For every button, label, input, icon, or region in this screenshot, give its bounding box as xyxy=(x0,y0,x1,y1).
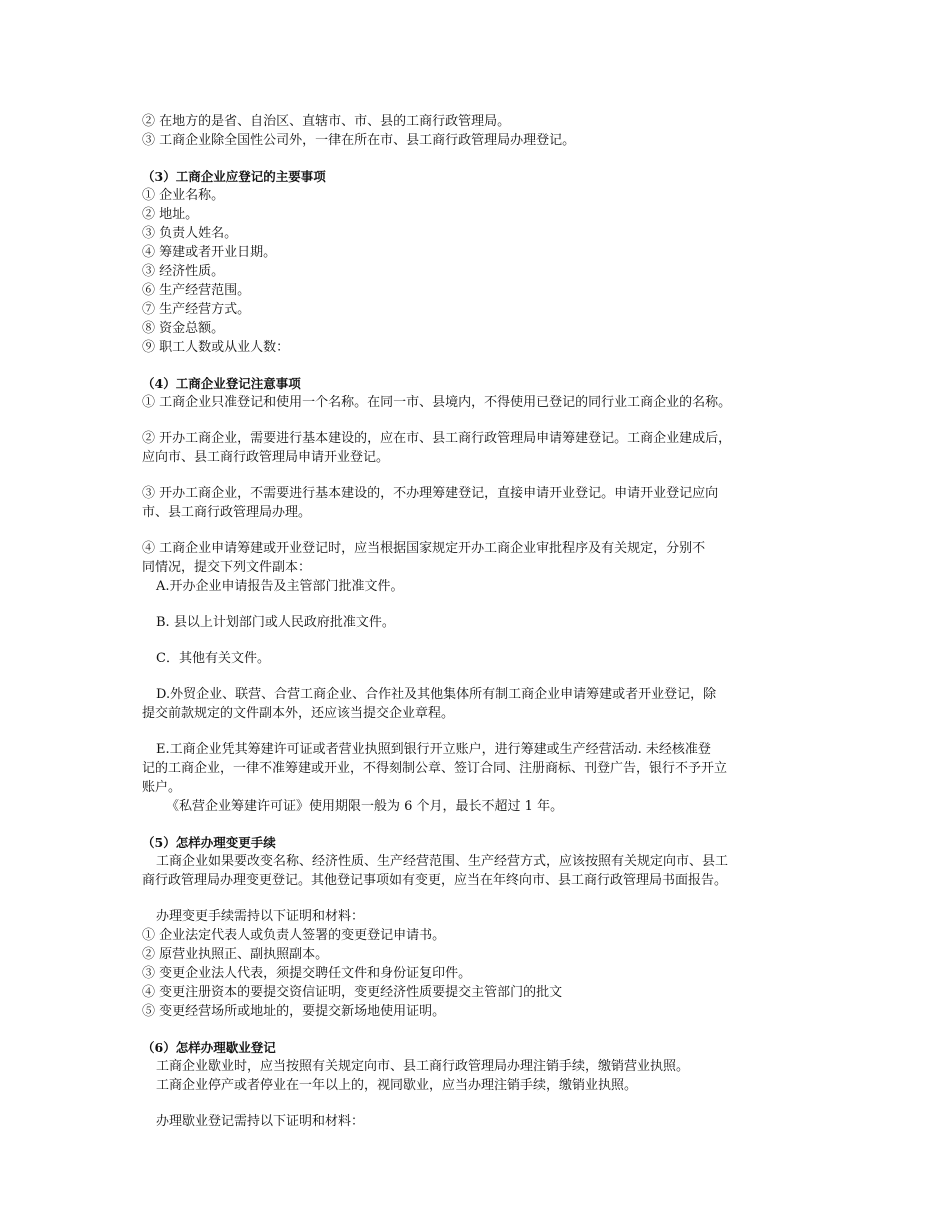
section-4-heading: （4）工商企业登记注意事项 xyxy=(142,376,301,391)
s5-requirements-label: 办理变更手续需持以下证明和材料： xyxy=(156,909,365,924)
s5-paragraph-line-1: 工商企业如果要改变名称、经济性质、生产经营范围、生产经营方式，应该按照有关规定向市、县工 xyxy=(156,854,729,869)
s6-requirements-label: 办理歇业登记需持以下证明和材料： xyxy=(156,1114,365,1129)
s5-item: ② 原营业执照正、副执照副本。 xyxy=(142,947,329,962)
s4-item-e-line-1: E.工商企业凭其筹建许可证或者营业执照到银行开立账户，进行筹建或生产经营活动. 未经核准登 xyxy=(156,742,711,757)
s3-item: ③ 经济性质。 xyxy=(142,264,225,279)
s3-item: ① 企业名称。 xyxy=(142,188,225,203)
s6-paragraph-2: 工商企业停产或者停业在一年以上的，视同歇业，应当办理注销手续，缴销业执照。 xyxy=(156,1078,638,1093)
s4-item-d-line-1: D.外贸企业、联营、合营工商企业、合作社及其他集体所有制工商企业申请筹建或者开业登记，除 xyxy=(156,687,717,702)
s4-paragraph-2-line-2: 应向市、县工商行政管理局申请开业登记。 xyxy=(142,450,390,465)
section-3-heading: （3）工商企业应登记的主要事项 xyxy=(142,169,326,184)
s4-paragraph-3-line-2: 市、县工商行政管理局办理。 xyxy=(142,505,312,520)
s4-item-e-line-3: 账户。 xyxy=(142,780,182,795)
s3-item: ⑨ 职工人数或从业人数： xyxy=(142,340,290,355)
s5-item: ③ 变更企业法人代表，须提交聘任文件和身份证复印件。 xyxy=(142,966,472,981)
s5-paragraph-line-2: 商行政管理局办理变更登记。其他登记事项如有变更，应当在年终向市、县工商行政管理局书面报告。 xyxy=(142,873,728,888)
s4-item-c: C．其他有关文件。 xyxy=(156,651,270,666)
s4-paragraph-1: ① 工商企业只准登记和使用一个名称。在同一市、县境内，不得使用已登记的同行业工商企业的名称。 xyxy=(142,395,732,410)
s5-item: ④ 变更注册资本的要提交资信证明，变更经济性质要提交主管部门的批文 xyxy=(142,985,563,1000)
s4-item-b: B. 县以上计划部门或人民政府批准文件。 xyxy=(156,615,395,630)
s3-item: ③ 负责人姓名。 xyxy=(142,226,238,241)
s4-item-a: A.开办企业申请报告及主管部门批准文件。 xyxy=(156,579,404,594)
s3-item: ⑦ 生产经营方式。 xyxy=(142,302,251,317)
s5-item: ① 企业法定代表人或负责人签署的变更登记申请书。 xyxy=(142,928,446,943)
s4-paragraph-2-line-1: ② 开办工商企业，需要进行基本建设的，应在市、县工商行政管理局申请筹建登记。工商企业建成后， xyxy=(142,431,732,446)
s4-note: 《私营企业筹建许可证》使用期限一般为 6 个月，最长不超过 1 年。 xyxy=(166,799,564,814)
s6-paragraph-1: 工商企业歇业时，应当按照有关规定向市、县工商行政管理局办理注销手续，缴销营业执照。 xyxy=(156,1059,690,1074)
s4-paragraph-3-line-1: ③ 开办工商企业，不需要进行基本建设的，不办理筹建登记，直接申请开业登记。申请开业登记应向 xyxy=(142,486,719,501)
intro-line-1: ② 在地方的是省、自治区、直辖市、市、县的工商行政管理局。 xyxy=(142,114,511,129)
section-6-heading: （6）怎样办理歇业登记 xyxy=(142,1040,276,1055)
s3-item: ⑥ 生产经营范围。 xyxy=(142,283,251,298)
intro-line-2: ③ 工商企业除全国性公司外，一律在所在市、县工商行政管理局办理登记。 xyxy=(142,133,576,148)
s3-item: ⑧ 资金总额。 xyxy=(142,321,225,336)
s3-item: ④ 筹建或者开业日期。 xyxy=(142,245,277,260)
s5-item: ⑤ 变更经营场所或地址的，要提交新场地使用证明。 xyxy=(142,1004,446,1019)
section-5-heading: （5）怎样办理变更手续 xyxy=(142,835,276,850)
s3-item: ② 地址。 xyxy=(142,207,199,222)
s4-item-d-line-2: 提交前款规定的文件副本外，还应该当提交企业章程。 xyxy=(142,706,455,721)
s4-paragraph-4-line-2: 同情况，提交下列文件副本： xyxy=(142,560,312,575)
document-page xyxy=(142,112,822,1131)
s4-item-e-line-2: 记的工商企业，一律不准筹建或开业，不得刻制公章、签订合同、注册商标、刊登广告，银行不予开立 xyxy=(142,761,728,776)
s4-paragraph-4-line-1: ④ 工商企业申请筹建或开业登记时，应当根据国家规定开办工商企业审批程序及有关规定，分别不 xyxy=(142,541,706,556)
